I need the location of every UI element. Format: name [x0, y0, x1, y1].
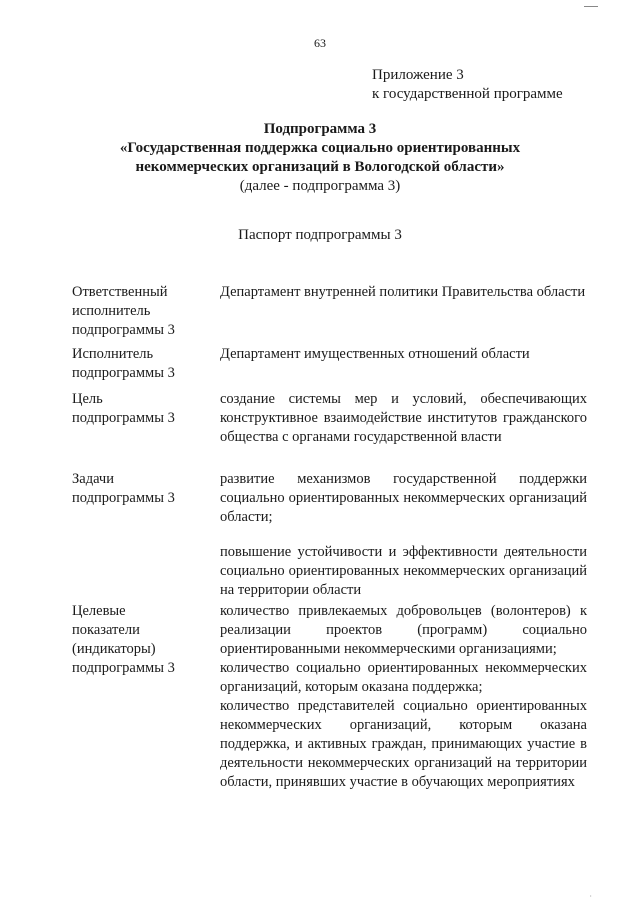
row-label-indicators: Целевые показатели (индикаторы) подпрограммы 3 — [72, 603, 175, 676]
row-value-text: повышение устойчивости и эффективности деятельности социально ориентированных некоммерческих организаций на территории области — [220, 544, 587, 598]
row-value-indicators — [220, 602, 587, 792]
row-value-tasks — [220, 470, 587, 600]
row-label-goal: Цель подпрограммы 3 — [72, 391, 175, 426]
row-value-executor — [220, 345, 587, 364]
row-value-text: количество социально ориентированных некоммерческих организаций, которым оказана поддержка; — [220, 660, 587, 695]
subprogram-title — [0, 120, 640, 196]
row-label-executor: Исполнитель подпрограммы 3 — [72, 346, 175, 381]
row-value-goal — [220, 390, 587, 447]
passport-heading: Паспорт подпрограммы 3 — [238, 227, 402, 243]
row-label-responsible: Ответственный исполнитель подпрограммы 3 — [72, 284, 175, 338]
row-value-responsible — [220, 283, 587, 302]
appendix-note — [372, 66, 563, 104]
scan-mark-top — [584, 0, 598, 7]
scan-mark-bottom: · — [589, 892, 592, 901]
title-line-4: (далее - подпрограмма 3) — [239, 178, 401, 194]
row-value-text: развитие механизмов государственной поддержки социально ориентированных некоммерческих организаций области; — [220, 471, 587, 525]
row-value-text: Департамент имущественных отношений области — [220, 346, 530, 362]
page-number: 63 — [314, 36, 326, 50]
row-value-text: количество представителей социально ориентированных некоммерческих организаций, которым оказана поддержка, и активных граждан, принимающих участие в деятельности некоммерческих организаций на территории области, принявших участие в обучающих мероприятиях — [220, 698, 587, 790]
title-line-2: «Государственная поддержка социально ориентированных — [119, 140, 521, 156]
appendix-line-1: Приложение 3 — [372, 67, 464, 83]
title-line-3: некоммерческих организаций в Вологодской области» — [135, 159, 505, 175]
row-label-tasks: Задачи подпрограммы 3 — [72, 471, 175, 506]
title-line-1: Подпрограмма 3 — [263, 121, 377, 137]
row-value-text: создание системы мер и условий, обеспечивающих конструктивное взаимодействие институтов гражданского общества с органами государственной власти — [220, 391, 587, 445]
appendix-line-2: к государственной программе — [372, 86, 563, 102]
row-value-text: количество привлекаемых добровольцев (волонтеров) к реализации проектов (программ) социально ориентированными некоммерческими организациями; — [220, 603, 587, 657]
row-value-text: Департамент внутренней политики Правительства области — [220, 284, 586, 300]
